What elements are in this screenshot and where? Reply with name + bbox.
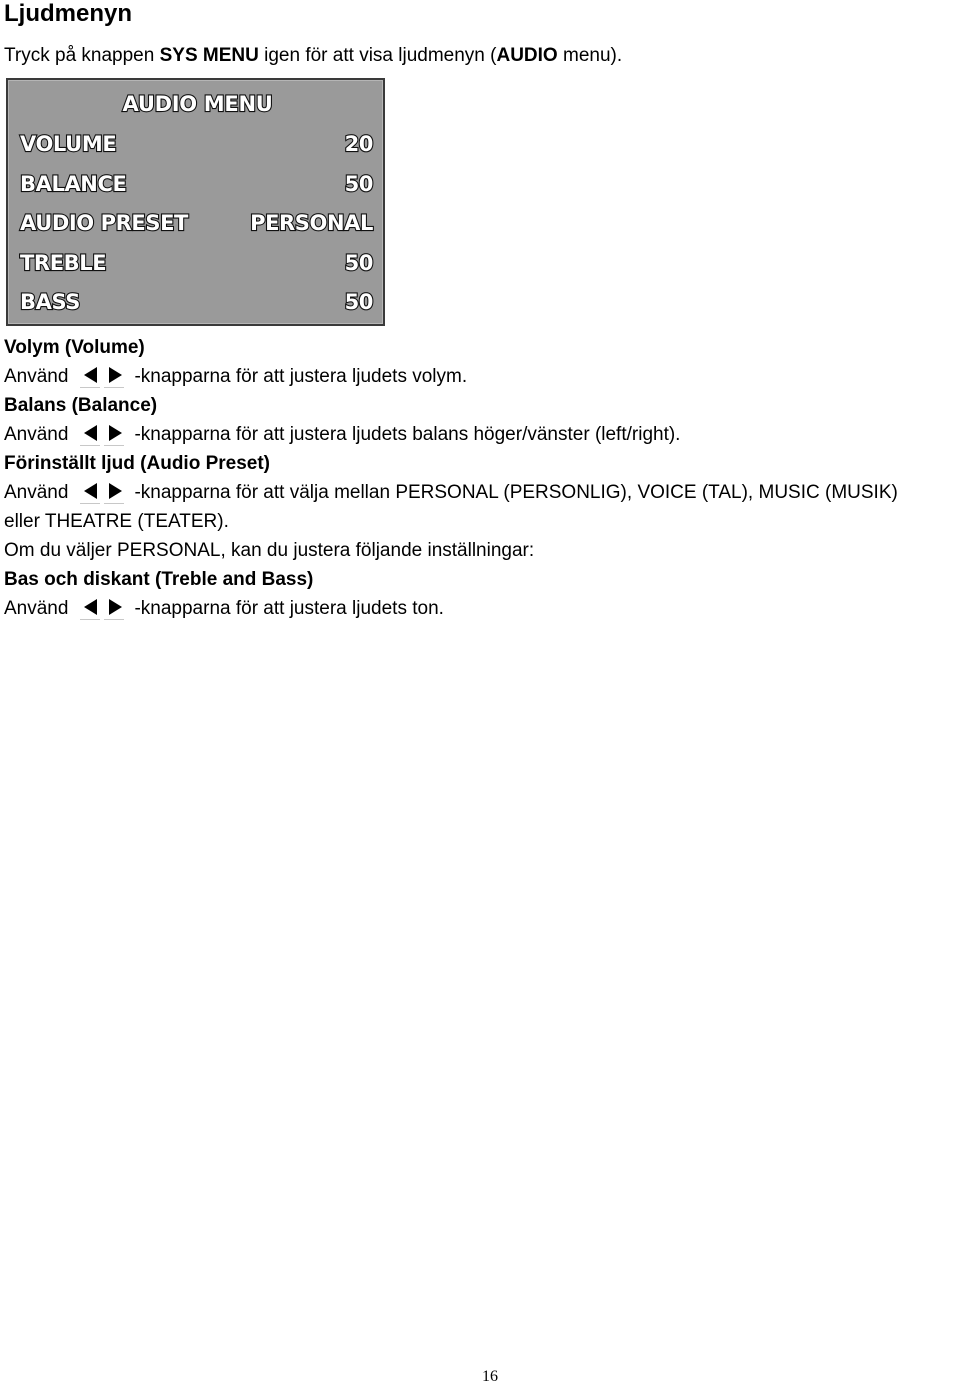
use-word: Använd xyxy=(4,598,69,619)
preset-text: -knapparna för att välja mellan PERSONAL (PERSONLIG), VOICE (TAL), MUSIC (MUSIK) xyxy=(134,482,898,503)
right-arrow-key-icon xyxy=(104,364,126,386)
page-title: Ljudmenyn xyxy=(4,0,133,27)
volume-text: -knapparna för att justera ljudets volym. xyxy=(134,366,468,387)
audio-menu-screenshot xyxy=(6,78,385,326)
key-underline xyxy=(80,387,100,388)
intro-text-1: Tryck på knappen xyxy=(4,45,160,66)
osd-row-bass xyxy=(20,290,373,320)
section-heading-volume: Volym (Volume) xyxy=(4,337,145,358)
section-heading-preset: Förinställt ljud (Audio Preset) xyxy=(4,453,271,474)
instructions xyxy=(4,333,959,623)
preset-note: Om du väljer PERSONAL, kan du justera följande inställningar: xyxy=(4,540,535,561)
arrow-keys xyxy=(76,480,130,502)
balance-instruction xyxy=(4,420,959,449)
page-number: 16 xyxy=(482,1368,498,1385)
osd-label: AUDIO PRESET xyxy=(20,211,188,235)
osd-value: 50 xyxy=(344,290,373,314)
right-arrow-key-icon xyxy=(104,596,126,618)
use-word: Använd xyxy=(4,482,69,503)
osd-row-audio-preset xyxy=(20,211,373,241)
osd-row-volume xyxy=(20,132,373,162)
key-underline xyxy=(104,503,124,504)
bass-treble-instruction xyxy=(4,594,959,623)
key-underline xyxy=(80,503,100,504)
right-arrow-key-icon xyxy=(104,422,126,444)
osd-title: AUDIO MENU xyxy=(122,92,273,116)
left-arrow-key-icon xyxy=(80,480,102,502)
right-arrow-key-icon xyxy=(104,480,126,502)
balance-text: -knapparna för att justera ljudets balans höger/vänster (left/right). xyxy=(134,424,681,445)
arrow-keys xyxy=(76,596,130,618)
key-underline xyxy=(80,445,100,446)
osd-row-balance xyxy=(20,172,373,202)
section-heading-balance: Balans (Balance) xyxy=(4,395,158,416)
osd-value: 20 xyxy=(344,132,373,156)
osd-value: 50 xyxy=(344,251,373,275)
osd-value: PERSONAL xyxy=(250,211,373,235)
osd-label: TREBLE xyxy=(20,251,107,275)
use-word: Använd xyxy=(4,424,69,445)
left-arrow-key-icon xyxy=(80,364,102,386)
osd-label: BALANCE xyxy=(20,172,127,196)
key-underline xyxy=(104,445,124,446)
preset-text-continued: eller THEATRE (TEATER). xyxy=(4,511,229,532)
intro-text-3: menu). xyxy=(557,45,623,66)
key-underline xyxy=(104,619,124,620)
left-arrow-key-icon xyxy=(80,422,102,444)
osd-label: VOLUME xyxy=(20,132,117,156)
left-arrow-key-icon xyxy=(80,596,102,618)
sys-menu-label: SYS MENU xyxy=(159,45,259,66)
audio-label: AUDIO xyxy=(496,45,558,66)
use-word: Använd xyxy=(4,366,69,387)
intro-paragraph xyxy=(4,44,622,68)
intro-text-2: igen för att visa ljudmenyn ( xyxy=(258,45,497,66)
volume-instruction xyxy=(4,362,959,391)
preset-instruction xyxy=(4,478,959,507)
key-underline xyxy=(80,619,100,620)
osd-label: BASS xyxy=(20,290,80,314)
key-underline xyxy=(104,387,124,388)
osd-value: 50 xyxy=(344,172,373,196)
bass-treble-text: -knapparna för att justera ljudets ton. xyxy=(134,598,444,619)
osd-row-treble xyxy=(20,251,373,281)
arrow-keys xyxy=(76,422,130,444)
section-heading-bass-treble: Bas och diskant (Treble and Bass) xyxy=(4,569,314,590)
arrow-keys xyxy=(76,364,130,386)
